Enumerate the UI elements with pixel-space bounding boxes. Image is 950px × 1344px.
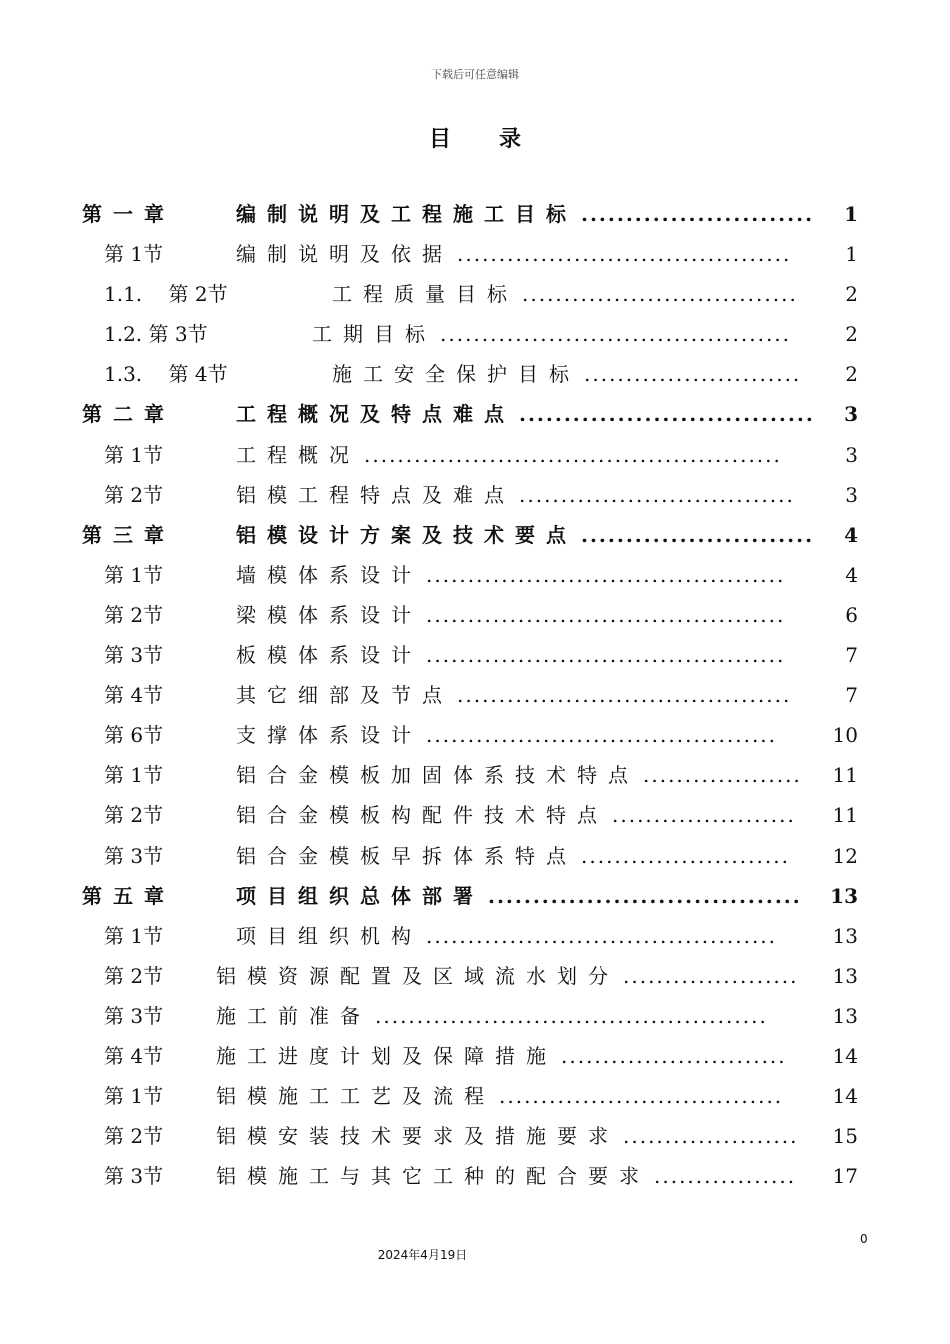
toc-entry-page: 2 bbox=[845, 282, 858, 307]
toc-entry-title: 板模体系设计 bbox=[236, 643, 422, 668]
toc-section-entry[interactable] bbox=[82, 956, 862, 996]
toc-entry-page: 7 bbox=[845, 643, 858, 668]
toc-entry-label: 第 3节 bbox=[104, 1164, 164, 1189]
toc-leader-dots: ........................... bbox=[561, 1043, 787, 1068]
toc-entry-label: 第 3节 bbox=[104, 843, 164, 868]
toc-entry-label: 第 1节 bbox=[104, 562, 164, 587]
toc-entry-page: 11 bbox=[832, 763, 858, 788]
toc-entry-label: 第 1节 bbox=[104, 442, 164, 467]
toc-leader-dots: .................................. bbox=[499, 1084, 784, 1109]
toc-entry-title: 工程概况及特点难点 bbox=[236, 402, 515, 427]
toc-leader-dots: ................................. bbox=[519, 482, 795, 507]
toc-leader-dots: .......................................... bbox=[426, 923, 778, 948]
toc-section-entry[interactable] bbox=[82, 354, 862, 394]
toc-entry-label: 第 2节 bbox=[104, 1124, 164, 1149]
toc-entry-label: 第一章 bbox=[82, 202, 175, 226]
toc-entry-page: 3 bbox=[845, 442, 858, 467]
toc-leader-dots: ................................. bbox=[519, 402, 815, 427]
toc-leader-dots: ...................... bbox=[612, 803, 796, 828]
toc-title: 目录 bbox=[428, 126, 569, 152]
toc-entry-title: 铝合金模板早拆体系特点 bbox=[236, 843, 577, 868]
toc-entry-label: 第二章 bbox=[82, 402, 175, 427]
toc-entry-page: 4 bbox=[844, 522, 858, 547]
toc-entry-title: 施工进度计划及保障措施 bbox=[216, 1043, 557, 1068]
toc-entry-page: 13 bbox=[830, 883, 858, 908]
toc-entry-page: 13 bbox=[832, 1003, 858, 1028]
toc-leader-dots: ..................... bbox=[623, 963, 799, 988]
toc-section-entry[interactable] bbox=[82, 755, 862, 795]
toc-entry-label: 第 4节 bbox=[104, 683, 164, 708]
toc-entry-label: 第 3节 bbox=[104, 643, 164, 668]
toc-entry-title: 其它细部及节点 bbox=[236, 683, 453, 708]
toc-entry-title: 铝模资源配置及区域流水划分 bbox=[216, 963, 619, 988]
toc-entry-page: 12 bbox=[832, 843, 858, 868]
toc-leader-dots: ........................................ bbox=[457, 242, 792, 267]
toc-entry-page: 1 bbox=[844, 202, 858, 226]
toc-entry-label: 第五章 bbox=[82, 883, 175, 908]
toc-entry-label: 第 4节 bbox=[104, 1043, 164, 1068]
toc-section-entry[interactable] bbox=[82, 675, 862, 715]
toc-entry-label: 第 1节 bbox=[104, 763, 164, 788]
toc-section-entry[interactable] bbox=[82, 274, 862, 314]
toc-entry-label: 1.3. 第 4节 bbox=[104, 362, 228, 387]
toc-chapter-entry[interactable] bbox=[82, 394, 862, 434]
toc-section-entry[interactable] bbox=[82, 314, 862, 354]
toc-entry-page: 6 bbox=[845, 602, 858, 627]
toc-section-entry[interactable] bbox=[82, 1076, 862, 1116]
toc-entry-page: 10 bbox=[832, 723, 858, 748]
toc-entry-title: 铝模施工与其它工种的配合要求 bbox=[216, 1164, 650, 1189]
toc-entry-label: 第 1节 bbox=[104, 242, 164, 267]
toc-entry-title: 工期目标 bbox=[312, 322, 436, 347]
toc-leader-dots: ................. bbox=[654, 1164, 797, 1189]
footer-date: 2024年4月19日 bbox=[377, 1248, 468, 1262]
toc-entry-title: 项目组织总体部署 bbox=[236, 883, 484, 908]
toc-entry-page: 15 bbox=[832, 1124, 858, 1149]
toc-section-entry[interactable] bbox=[82, 1116, 862, 1156]
toc-section-entry[interactable] bbox=[82, 836, 862, 876]
toc-entry-title: 铝模工程特点及难点 bbox=[236, 482, 515, 507]
toc-entry-page: 17 bbox=[832, 1164, 858, 1189]
toc-leader-dots: .......................................... bbox=[440, 322, 792, 347]
toc-entry-title: 支撑体系设计 bbox=[236, 723, 422, 748]
toc-section-entry[interactable] bbox=[82, 635, 862, 675]
toc-section-entry[interactable] bbox=[82, 595, 862, 635]
toc-chapter-entry[interactable] bbox=[82, 876, 862, 916]
toc-entry-label: 第 2节 bbox=[104, 602, 164, 627]
toc-entry-title: 铝合金模板构配件技术特点 bbox=[236, 803, 608, 828]
toc-entry-page: 14 bbox=[832, 1043, 858, 1068]
toc-leader-dots: ............................................... bbox=[375, 1003, 768, 1028]
toc-entry-label: 1.1. 第 2节 bbox=[104, 282, 228, 307]
toc-entry-title: 项目组织机构 bbox=[236, 923, 422, 948]
toc-entry-title: 梁模体系设计 bbox=[236, 602, 422, 627]
toc-entry-label: 第 2节 bbox=[104, 963, 164, 988]
toc-entry-label: 第三章 bbox=[82, 522, 175, 547]
toc-entry-page: 7 bbox=[845, 683, 858, 708]
toc-entry-label: 第 6节 bbox=[104, 723, 164, 748]
toc-entry-label: 第 1节 bbox=[104, 923, 164, 948]
toc-chapter-entry[interactable] bbox=[82, 194, 862, 234]
toc-section-entry[interactable] bbox=[82, 234, 862, 274]
toc-entry-page: 2 bbox=[845, 362, 858, 387]
toc-entry-title: 铝模安装技术要求及措施要求 bbox=[216, 1124, 619, 1149]
toc-leader-dots: ........................................ bbox=[457, 683, 792, 708]
toc-entry-title: 工程质量目标 bbox=[332, 282, 518, 307]
toc-section-entry[interactable] bbox=[82, 475, 862, 515]
toc-leader-dots: ......................... bbox=[581, 843, 790, 868]
toc-leader-dots: ........................................... bbox=[426, 643, 786, 668]
page-number: 0 bbox=[860, 1232, 868, 1246]
toc-section-entry[interactable] bbox=[82, 435, 862, 475]
toc-entry-title: 编制说明及依据 bbox=[236, 242, 453, 267]
toc-leader-dots: .......................... bbox=[581, 202, 815, 226]
toc-entry-label: 第 2节 bbox=[104, 803, 164, 828]
toc-entry-page: 14 bbox=[832, 1084, 858, 1109]
toc-entry-title: 铝模施工工艺及流程 bbox=[216, 1084, 495, 1109]
toc-section-entry[interactable] bbox=[82, 555, 862, 595]
toc-leader-dots: ................... bbox=[643, 763, 802, 788]
toc-entry-title: 施工前准备 bbox=[216, 1003, 371, 1028]
toc-entry-title: 施工安全保护目标 bbox=[332, 362, 580, 387]
toc-leader-dots: .......................... bbox=[581, 522, 815, 547]
toc-entry-page: 13 bbox=[832, 923, 858, 948]
toc-section-entry[interactable] bbox=[82, 1036, 862, 1076]
toc-entry-page: 3 bbox=[845, 482, 858, 507]
toc-entry-title: 铝合金模板加固体系技术特点 bbox=[236, 763, 639, 788]
toc-leader-dots: .................................................. bbox=[364, 442, 782, 467]
toc-section-entry[interactable] bbox=[82, 795, 862, 835]
toc-entry-title: 墙模体系设计 bbox=[236, 562, 422, 587]
toc-leader-dots: .......................................... bbox=[426, 723, 778, 748]
toc-section-entry[interactable] bbox=[82, 715, 862, 755]
toc-chapter-entry[interactable] bbox=[82, 515, 862, 555]
table-of-contents bbox=[82, 194, 862, 1196]
toc-entry-title: 工程概况 bbox=[236, 442, 360, 467]
toc-entry-title: 编制说明及工程施工目标 bbox=[236, 202, 577, 226]
header-note: 下载后可任意编辑 bbox=[431, 68, 519, 81]
toc-entry-page: 2 bbox=[845, 322, 858, 347]
toc-entry-title: 铝模设计方案及技术要点 bbox=[236, 522, 577, 547]
toc-section-entry[interactable] bbox=[82, 916, 862, 956]
toc-leader-dots: ................................... bbox=[488, 883, 802, 908]
toc-entry-label: 1.2. 第 3节 bbox=[104, 322, 208, 347]
toc-leader-dots: .......................... bbox=[584, 362, 802, 387]
toc-leader-dots: ........................................... bbox=[426, 602, 786, 627]
toc-entry-label: 第 3节 bbox=[104, 1003, 164, 1028]
toc-leader-dots: ..................... bbox=[623, 1124, 799, 1149]
toc-leader-dots: ........................................... bbox=[426, 562, 786, 587]
toc-section-entry[interactable] bbox=[82, 996, 862, 1036]
toc-entry-page: 3 bbox=[844, 402, 858, 427]
toc-entry-page: 11 bbox=[832, 803, 858, 828]
toc-leader-dots: ................................. bbox=[522, 282, 798, 307]
toc-entry-label: 第 2节 bbox=[104, 482, 164, 507]
toc-entry-page: 1 bbox=[845, 242, 858, 267]
toc-entry-label: 第 1节 bbox=[104, 1084, 164, 1109]
toc-entry-page: 4 bbox=[845, 562, 858, 587]
toc-section-entry[interactable] bbox=[82, 1156, 862, 1196]
toc-entry-page: 13 bbox=[832, 963, 858, 988]
